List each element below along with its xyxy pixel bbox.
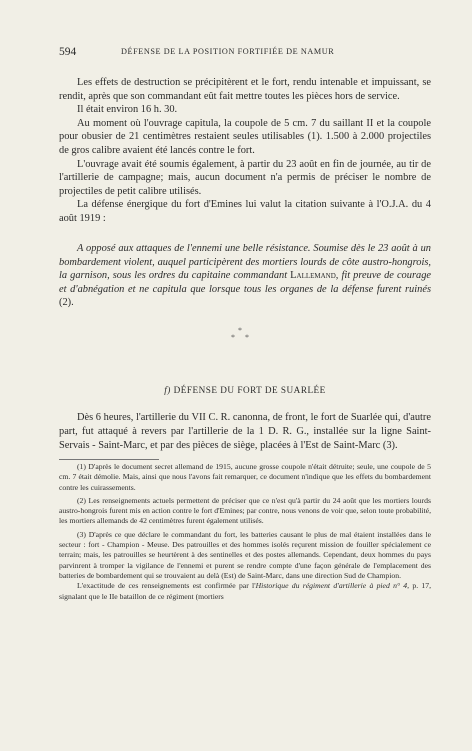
- separator-star: *: [231, 333, 235, 342]
- citation-footnote-ref: (2).: [59, 297, 74, 309]
- footnote: (1) D'après le document secret allemand de 1915, aucune grosse coupole n'était détruite; seule, une coupole de 5 cm. 7 était démolie. Mais, ainsi que nous l'avons fait remarquer, ce document n'indique que les effets du bombardement contre les cuirassements.: [59, 462, 431, 492]
- paragraph: La défense énergique du fort d'Emines lui valut la citation suivante à l'O.J.A. du 4 août 1919 :: [59, 199, 431, 224]
- citation-block: [59, 242, 431, 310]
- section-heading: [59, 385, 431, 395]
- running-title: DÉFENSE DE LA POSITION FORTIFIÉE DE NAMUR: [121, 47, 335, 56]
- citation-name: Lallemand: [290, 270, 336, 282]
- citation-paragraph: [59, 242, 431, 310]
- section-title: DÉFENSE DU FORT DE SUARLÉE: [173, 385, 326, 395]
- page-header: [59, 46, 431, 60]
- separator-star: *: [245, 333, 249, 342]
- footnote-continuation: [59, 581, 431, 602]
- footnote-text: L'exactitude de ces renseignements est confirmée par l': [77, 581, 256, 591]
- footnote-italic-title: Historique du régiment d'artillerie à pied n° 4: [255, 581, 408, 591]
- body-text-block-2: [59, 411, 431, 454]
- citation-text-end: , fit preuve de courage et d'abnégation et ne capitula que lorsque tous les organes de la défense furent ruinés: [59, 270, 431, 295]
- footnote: (3) D'après ce que déclare le commandant du fort, les batteries causant le plus de mal étaient installées dans le secteur : fort - Champion - Meuse. Des patrouilles et des hommes isolés reçurent mission de fouiller spécialement ce terrain; mais, les patrouilles se heurtèrent à des sentinelles et des postes allemands. Cependant, deux hommes du pays parvinrent à tromper la vigilance de l'ennemi et purent se rendre compte d'une façon générale de l'emplacement des batteries de bombardement qui se trouvaient au delà (Est) de Saint-Marc, dans une direction Sud de Champion.: [59, 529, 431, 580]
- footnote: (2) Les renseignements actuels permettent de préciser que ce n'est qu'à partir du 24 août que les mortiers lourds austro-hongrois furent mis en action contre le fort d'Emines; par contre, nous venons de voir que, selon toute probabilité, les mortiers allemands de 42 centimètres furent également utilisés.: [59, 495, 431, 526]
- page-number: 594: [59, 46, 77, 58]
- paragraph: Les effets de destruction se précipitèrent et le fort, rendu intenable et impuissant, se rendit, après que son commandant eût fait mettre toutes les pièces hors de service.: [59, 77, 431, 102]
- footnotes: [59, 462, 431, 602]
- paragraph: Dès 6 heures, l'artillerie du VII C. R. canonna, de front, le fort de Suarlée qui, d'autre part, fut attaqué à revers par l'artillerie de la 1 D. R. G., installée sur la ligne Saint-Servais - Saint-Marc, et par des pièces de siège, placées à l'Est de Saint-Marc (3).: [59, 412, 431, 452]
- citation-text: A opposé aux attaques de l'ennemi une belle résistance. Soumise dès le 23 août à un bombardement violent, auquel participèrent des mortiers lourds de côte austro-hongrois, la garnison, sous les ordres du capitaine commandant: [59, 243, 431, 282]
- separator-star: *: [238, 326, 242, 335]
- section-separator-stars: [227, 326, 257, 346]
- section-label: f): [164, 385, 171, 395]
- paragraph: Au moment où l'ouvrage capitula, la coupole de 5 cm. 7 du saillant II et la coupole pour obusier de 21 centimètres restaient seules utilisables (1). 1.500 à 2.000 projectiles de gros calibre avaient été lancés contre le fort.: [59, 117, 431, 156]
- footnote-rule: [59, 459, 159, 460]
- paragraph: Il était environ 16 h. 30.: [77, 104, 178, 116]
- paragraph: L'ouvrage avait été soumis également, à partir du 23 août en fin de journée, au tir de l'artillerie de campagne; mais, aucun document n'a permis de préciser le nombre de projectiles de petit calibre utilisés.: [59, 158, 431, 197]
- footnote-text: , p. 17, signalant que le IIe bataillon de ce régiment (mortiers: [59, 581, 432, 601]
- body-text-block-1: [59, 76, 431, 226]
